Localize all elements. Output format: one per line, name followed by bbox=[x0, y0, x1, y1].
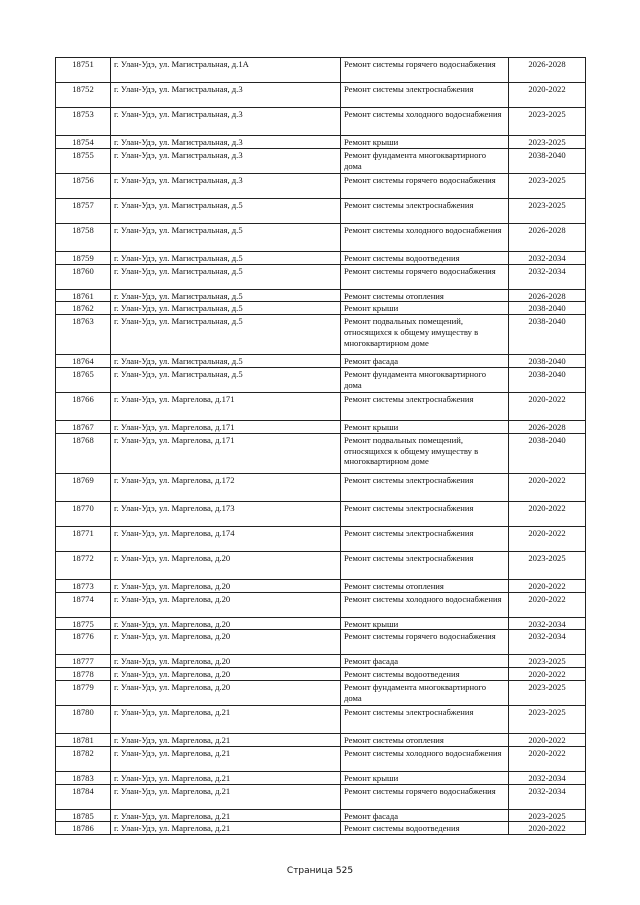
row-number-cell: 18768 bbox=[56, 433, 111, 473]
table-row bbox=[56, 302, 586, 315]
table-row bbox=[56, 822, 586, 835]
work-type-cell: Ремонт фундамента многоквартирного дома bbox=[341, 680, 509, 705]
work-type-cell: Ремонт фасада bbox=[341, 655, 509, 668]
row-number-cell: 18761 bbox=[56, 289, 111, 302]
table-row bbox=[56, 223, 586, 251]
row-number-cell: 18755 bbox=[56, 148, 111, 173]
table-body bbox=[56, 58, 586, 835]
row-number-cell: 18758 bbox=[56, 223, 111, 251]
address-cell: г. Улан-Удэ, ул. Магистральная, д.3 bbox=[111, 173, 341, 198]
address-cell: г. Улан-Удэ, ул. Магистральная, д.3 bbox=[111, 108, 341, 136]
table-row bbox=[56, 198, 586, 223]
table-row bbox=[56, 148, 586, 173]
period-cell: 2023-2025 bbox=[509, 551, 586, 579]
table-row bbox=[56, 251, 586, 264]
period-cell: 2020-2022 bbox=[509, 733, 586, 746]
table-row bbox=[56, 355, 586, 368]
address-cell: г. Улан-Удэ, ул. Маргелова, д.21 bbox=[111, 784, 341, 809]
row-number-cell: 18777 bbox=[56, 655, 111, 668]
work-type-cell: Ремонт крыши bbox=[341, 617, 509, 630]
address-cell: г. Улан-Удэ, ул. Маргелова, д.173 bbox=[111, 501, 341, 526]
table-row bbox=[56, 617, 586, 630]
work-type-cell: Ремонт крыши bbox=[341, 136, 509, 149]
work-type-cell: Ремонт фасада bbox=[341, 355, 509, 368]
row-number-cell: 18775 bbox=[56, 617, 111, 630]
period-cell: 2020-2022 bbox=[509, 526, 586, 551]
table-row bbox=[56, 526, 586, 551]
work-type-cell: Ремонт системы горячего водоснабжения bbox=[341, 58, 509, 83]
period-cell: 2023-2025 bbox=[509, 136, 586, 149]
work-type-cell: Ремонт системы отопления bbox=[341, 579, 509, 592]
address-cell: г. Улан-Удэ, ул. Магистральная, д.5 bbox=[111, 315, 341, 355]
work-type-cell: Ремонт подвальных помещений, относящихся к общему имуществу в многоквартирном доме bbox=[341, 433, 509, 473]
table-row bbox=[56, 83, 586, 108]
table-row bbox=[56, 136, 586, 149]
table-row bbox=[56, 630, 586, 655]
row-number-cell: 18780 bbox=[56, 705, 111, 733]
address-cell: г. Улан-Удэ, ул. Маргелова, д.20 bbox=[111, 655, 341, 668]
work-type-cell: Ремонт системы водоотведения bbox=[341, 822, 509, 835]
work-type-cell: Ремонт системы отопления bbox=[341, 289, 509, 302]
address-cell: г. Улан-Удэ, ул. Магистральная, д.5 bbox=[111, 251, 341, 264]
work-type-cell: Ремонт подвальных помещений, относящихся к общему имуществу в многоквартирном доме bbox=[341, 315, 509, 355]
work-type-cell: Ремонт системы электроснабжения bbox=[341, 392, 509, 420]
table-row bbox=[56, 501, 586, 526]
period-cell: 2038-2040 bbox=[509, 367, 586, 392]
work-type-cell: Ремонт крыши bbox=[341, 302, 509, 315]
row-number-cell: 18771 bbox=[56, 526, 111, 551]
work-type-cell: Ремонт системы электроснабжения bbox=[341, 501, 509, 526]
work-type-cell: Ремонт системы электроснабжения bbox=[341, 198, 509, 223]
table-row bbox=[56, 58, 586, 83]
work-type-cell: Ремонт системы холодного водоснабжения bbox=[341, 746, 509, 771]
period-cell: 2032-2034 bbox=[509, 771, 586, 784]
work-type-cell: Ремонт системы отопления bbox=[341, 733, 509, 746]
address-cell: г. Улан-Удэ, ул. Маргелова, д.171 bbox=[111, 433, 341, 473]
address-cell: г. Улан-Удэ, ул. Маргелова, д.21 bbox=[111, 746, 341, 771]
address-cell: г. Улан-Удэ, ул. Маргелова, д.20 bbox=[111, 551, 341, 579]
address-cell: г. Улан-Удэ, ул. Магистральная, д.3 bbox=[111, 83, 341, 108]
row-number-cell: 18784 bbox=[56, 784, 111, 809]
row-number-cell: 18770 bbox=[56, 501, 111, 526]
address-cell: г. Улан-Удэ, ул. Маргелова, д.20 bbox=[111, 592, 341, 617]
period-cell: 2020-2022 bbox=[509, 592, 586, 617]
row-number-cell: 18767 bbox=[56, 420, 111, 433]
work-type-cell: Ремонт системы холодного водоснабжения bbox=[341, 108, 509, 136]
work-type-cell: Ремонт системы холодного водоснабжения bbox=[341, 223, 509, 251]
period-cell: 2020-2022 bbox=[509, 822, 586, 835]
row-number-cell: 18772 bbox=[56, 551, 111, 579]
period-cell: 2032-2034 bbox=[509, 264, 586, 289]
period-cell: 2032-2034 bbox=[509, 784, 586, 809]
period-cell: 2020-2022 bbox=[509, 473, 586, 501]
table-row bbox=[56, 746, 586, 771]
row-number-cell: 18765 bbox=[56, 367, 111, 392]
period-cell: 2032-2034 bbox=[509, 251, 586, 264]
table-row bbox=[56, 579, 586, 592]
table-row bbox=[56, 433, 586, 473]
table-row bbox=[56, 367, 586, 392]
period-cell: 2023-2025 bbox=[509, 680, 586, 705]
address-cell: г. Улан-Удэ, ул. Магистральная, д.5 bbox=[111, 302, 341, 315]
row-number-cell: 18769 bbox=[56, 473, 111, 501]
row-number-cell: 18766 bbox=[56, 392, 111, 420]
table-row bbox=[56, 108, 586, 136]
table-row bbox=[56, 705, 586, 733]
address-cell: г. Улан-Удэ, ул. Маргелова, д.172 bbox=[111, 473, 341, 501]
work-type-cell: Ремонт системы электроснабжения bbox=[341, 526, 509, 551]
table-row bbox=[56, 733, 586, 746]
table-row bbox=[56, 264, 586, 289]
row-number-cell: 18781 bbox=[56, 733, 111, 746]
work-type-cell: Ремонт крыши bbox=[341, 420, 509, 433]
table-row bbox=[56, 784, 586, 809]
row-number-cell: 18773 bbox=[56, 579, 111, 592]
work-type-cell: Ремонт крыши bbox=[341, 771, 509, 784]
work-type-cell: Ремонт фасада bbox=[341, 809, 509, 822]
period-cell: 2023-2025 bbox=[509, 108, 586, 136]
table-row bbox=[56, 655, 586, 668]
period-cell: 2038-2040 bbox=[509, 302, 586, 315]
period-cell: 2020-2022 bbox=[509, 579, 586, 592]
work-type-cell: Ремонт системы холодного водоснабжения bbox=[341, 592, 509, 617]
address-cell: г. Улан-Удэ, ул. Магистральная, д.5 bbox=[111, 198, 341, 223]
address-cell: г. Улан-Удэ, ул. Магистральная, д.5 bbox=[111, 223, 341, 251]
row-number-cell: 18757 bbox=[56, 198, 111, 223]
address-cell: г. Улан-Удэ, ул. Магистральная, д.5 bbox=[111, 264, 341, 289]
period-cell: 2020-2022 bbox=[509, 668, 586, 681]
period-cell: 2020-2022 bbox=[509, 83, 586, 108]
period-cell: 2032-2034 bbox=[509, 630, 586, 655]
row-number-cell: 18754 bbox=[56, 136, 111, 149]
table-row bbox=[56, 392, 586, 420]
address-cell: г. Улан-Удэ, ул. Маргелова, д.171 bbox=[111, 420, 341, 433]
period-cell: 2023-2025 bbox=[509, 198, 586, 223]
row-number-cell: 18753 bbox=[56, 108, 111, 136]
row-number-cell: 18763 bbox=[56, 315, 111, 355]
row-number-cell: 18752 bbox=[56, 83, 111, 108]
address-cell: г. Улан-Удэ, ул. Магистральная, д.1А bbox=[111, 58, 341, 83]
address-cell: г. Улан-Удэ, ул. Маргелова, д.21 bbox=[111, 705, 341, 733]
table-row bbox=[56, 551, 586, 579]
row-number-cell: 18762 bbox=[56, 302, 111, 315]
period-cell: 2023-2025 bbox=[509, 655, 586, 668]
period-cell: 2032-2034 bbox=[509, 617, 586, 630]
table-row bbox=[56, 289, 586, 302]
row-number-cell: 18760 bbox=[56, 264, 111, 289]
address-cell: г. Улан-Удэ, ул. Маргелова, д.20 bbox=[111, 630, 341, 655]
row-number-cell: 18783 bbox=[56, 771, 111, 784]
work-type-cell: Ремонт системы электроснабжения bbox=[341, 551, 509, 579]
work-type-cell: Ремонт системы горячего водоснабжения bbox=[341, 784, 509, 809]
period-cell: 2026-2028 bbox=[509, 223, 586, 251]
table-row bbox=[56, 680, 586, 705]
work-type-cell: Ремонт системы горячего водоснабжения bbox=[341, 173, 509, 198]
address-cell: г. Улан-Удэ, ул. Магистральная, д.3 bbox=[111, 148, 341, 173]
row-number-cell: 18751 bbox=[56, 58, 111, 83]
repair-schedule-table bbox=[55, 57, 586, 835]
work-type-cell: Ремонт системы водоотведения bbox=[341, 668, 509, 681]
work-type-cell: Ремонт фундамента многоквартирного дома bbox=[341, 367, 509, 392]
row-number-cell: 18756 bbox=[56, 173, 111, 198]
work-type-cell: Ремонт системы электроснабжения bbox=[341, 705, 509, 733]
work-type-cell: Ремонт системы водоотведения bbox=[341, 251, 509, 264]
period-cell: 2020-2022 bbox=[509, 501, 586, 526]
address-cell: г. Улан-Удэ, ул. Маргелова, д.21 bbox=[111, 771, 341, 784]
period-cell: 2026-2028 bbox=[509, 289, 586, 302]
work-type-cell: Ремонт системы электроснабжения bbox=[341, 473, 509, 501]
address-cell: г. Улан-Удэ, ул. Маргелова, д.20 bbox=[111, 617, 341, 630]
address-cell: г. Улан-Удэ, ул. Магистральная, д.5 bbox=[111, 367, 341, 392]
period-cell: 2038-2040 bbox=[509, 315, 586, 355]
table-row bbox=[56, 771, 586, 784]
row-number-cell: 18774 bbox=[56, 592, 111, 617]
address-cell: г. Улан-Удэ, ул. Маргелова, д.174 bbox=[111, 526, 341, 551]
work-type-cell: Ремонт системы горячего водоснабжения bbox=[341, 630, 509, 655]
row-number-cell: 18782 bbox=[56, 746, 111, 771]
table-row bbox=[56, 315, 586, 355]
period-cell: 2023-2025 bbox=[509, 809, 586, 822]
address-cell: г. Улан-Удэ, ул. Маргелова, д.21 bbox=[111, 733, 341, 746]
address-cell: г. Улан-Удэ, ул. Маргелова, д.21 bbox=[111, 822, 341, 835]
table-row bbox=[56, 173, 586, 198]
work-type-cell: Ремонт системы электроснабжения bbox=[341, 83, 509, 108]
address-cell: г. Улан-Удэ, ул. Маргелова, д.20 bbox=[111, 668, 341, 681]
period-cell: 2038-2040 bbox=[509, 355, 586, 368]
period-cell: 2038-2040 bbox=[509, 148, 586, 173]
address-cell: г. Улан-Удэ, ул. Маргелова, д.20 bbox=[111, 680, 341, 705]
row-number-cell: 18785 bbox=[56, 809, 111, 822]
address-cell: г. Улан-Удэ, ул. Магистральная, д.5 bbox=[111, 355, 341, 368]
row-number-cell: 18759 bbox=[56, 251, 111, 264]
row-number-cell: 18779 bbox=[56, 680, 111, 705]
page-number: Страница 525 bbox=[286, 866, 354, 876]
row-number-cell: 18786 bbox=[56, 822, 111, 835]
table-row bbox=[56, 420, 586, 433]
row-number-cell: 18778 bbox=[56, 668, 111, 681]
address-cell: г. Улан-Удэ, ул. Маргелова, д.21 bbox=[111, 809, 341, 822]
work-type-cell: Ремонт системы горячего водоснабжения bbox=[341, 264, 509, 289]
period-cell: 2038-2040 bbox=[509, 433, 586, 473]
period-cell: 2026-2028 bbox=[509, 420, 586, 433]
address-cell: г. Улан-Удэ, ул. Маргелова, д.171 bbox=[111, 392, 341, 420]
row-number-cell: 18776 bbox=[56, 630, 111, 655]
work-type-cell: Ремонт фундамента многоквартирного дома bbox=[341, 148, 509, 173]
table-row bbox=[56, 592, 586, 617]
address-cell: г. Улан-Удэ, ул. Магистральная, д.3 bbox=[111, 136, 341, 149]
period-cell: 2023-2025 bbox=[509, 705, 586, 733]
table-row bbox=[56, 668, 586, 681]
address-cell: г. Улан-Удэ, ул. Маргелова, д.20 bbox=[111, 579, 341, 592]
table-row bbox=[56, 809, 586, 822]
table-row bbox=[56, 473, 586, 501]
period-cell: 2023-2025 bbox=[509, 173, 586, 198]
period-cell: 2020-2022 bbox=[509, 746, 586, 771]
address-cell: г. Улан-Удэ, ул. Магистральная, д.5 bbox=[111, 289, 341, 302]
period-cell: 2020-2022 bbox=[509, 392, 586, 420]
period-cell: 2026-2028 bbox=[509, 58, 586, 83]
row-number-cell: 18764 bbox=[56, 355, 111, 368]
